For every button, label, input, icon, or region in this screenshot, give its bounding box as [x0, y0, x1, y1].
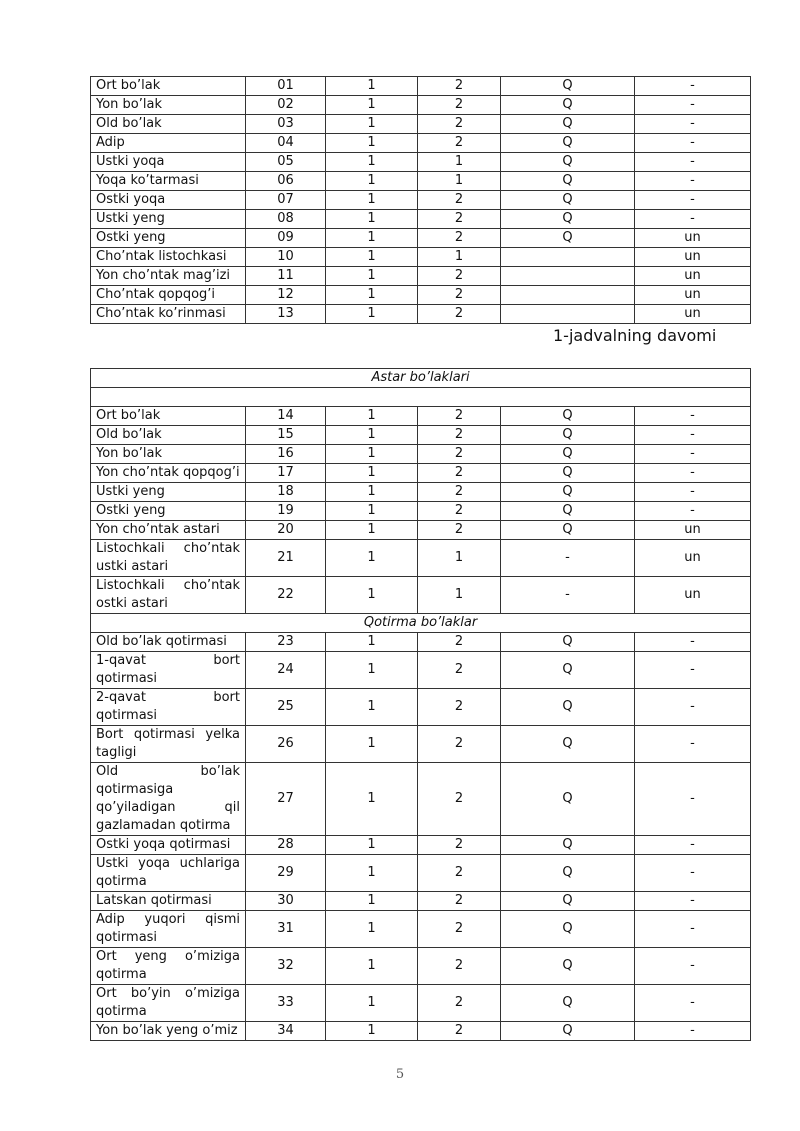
code-cell: 09	[246, 229, 326, 248]
table-row	[91, 305, 751, 324]
part-name-cell: Yon bo’lak	[91, 96, 246, 115]
table-row	[91, 445, 751, 464]
note-cell: -	[635, 855, 751, 892]
code-cell: 08	[246, 210, 326, 229]
part-name-cell: Ustki yoqa uchlariga qotirma	[91, 855, 246, 892]
note-cell: -	[635, 502, 751, 521]
part-name-cell: Cho’ntak ko’rinmasi	[91, 305, 246, 324]
table-row	[91, 985, 751, 1022]
count-cell: 1	[326, 229, 418, 248]
code-cell: 25	[246, 689, 326, 726]
mark-cell: Q	[501, 407, 635, 426]
mark-cell: Q	[501, 464, 635, 483]
note-cell: -	[635, 96, 751, 115]
qty-cell: 1	[418, 540, 501, 577]
mark-cell: Q	[501, 985, 635, 1022]
qty-cell: 2	[418, 77, 501, 96]
code-cell: 12	[246, 286, 326, 305]
mark-cell: -	[501, 577, 635, 614]
qty-cell: 1	[418, 577, 501, 614]
table-row	[91, 229, 751, 248]
count-cell: 1	[326, 134, 418, 153]
qty-cell: 2	[418, 305, 501, 324]
qty-cell: 2	[418, 633, 501, 652]
table-row	[91, 115, 751, 134]
note-cell: -	[635, 1022, 751, 1041]
note-cell: un	[635, 229, 751, 248]
table-continuation-caption: 1-jadvalning davomi	[553, 326, 717, 345]
code-cell: 01	[246, 77, 326, 96]
note-cell: -	[635, 726, 751, 763]
qty-cell: 2	[418, 948, 501, 985]
table-row	[91, 763, 751, 836]
table-row	[91, 191, 751, 210]
part-name-cell: Ustki yeng	[91, 210, 246, 229]
note-cell: -	[635, 77, 751, 96]
part-name-cell: Ustki yeng	[91, 483, 246, 502]
mark-cell: Q	[501, 426, 635, 445]
table-row	[91, 483, 751, 502]
table-row	[91, 948, 751, 985]
note-cell: -	[635, 115, 751, 134]
count-cell: 1	[326, 210, 418, 229]
note-cell: -	[635, 464, 751, 483]
code-cell: 02	[246, 96, 326, 115]
code-cell: 31	[246, 911, 326, 948]
code-cell: 26	[246, 726, 326, 763]
note-cell: -	[635, 172, 751, 191]
mark-cell: Q	[501, 836, 635, 855]
code-cell: 17	[246, 464, 326, 483]
table-row	[91, 153, 751, 172]
table-row	[91, 210, 751, 229]
code-cell: 27	[246, 763, 326, 836]
qty-cell: 2	[418, 286, 501, 305]
part-name-cell: Adip	[91, 134, 246, 153]
qty-cell: 2	[418, 115, 501, 134]
count-cell: 1	[326, 836, 418, 855]
mark-cell: Q	[501, 483, 635, 502]
qty-cell: 1	[418, 172, 501, 191]
qty-cell: 2	[418, 763, 501, 836]
count-cell: 1	[326, 652, 418, 689]
note-cell: -	[635, 892, 751, 911]
count-cell: 1	[326, 153, 418, 172]
note-cell: -	[635, 407, 751, 426]
note-cell: -	[635, 445, 751, 464]
section-header-row	[91, 369, 751, 388]
part-name-cell: Ostki yeng	[91, 229, 246, 248]
table-row	[91, 911, 751, 948]
table-row	[91, 248, 751, 267]
spacer-row	[91, 388, 751, 407]
table-row	[91, 836, 751, 855]
table-row	[91, 855, 751, 892]
table-row	[91, 96, 751, 115]
count-cell: 1	[326, 577, 418, 614]
note-cell: -	[635, 689, 751, 726]
note-cell: un	[635, 267, 751, 286]
count-cell: 1	[326, 892, 418, 911]
qty-cell: 2	[418, 521, 501, 540]
count-cell: 1	[326, 1022, 418, 1041]
code-cell: 33	[246, 985, 326, 1022]
part-name-cell: Ort bo’yin o’miziga qotirma	[91, 985, 246, 1022]
note-cell: -	[635, 483, 751, 502]
mark-cell: Q	[501, 502, 635, 521]
part-name-cell: Old bo’lak qotirmasiga qo’yiladigan qil gazlamadan qotirma	[91, 763, 246, 836]
mark-cell: Q	[501, 210, 635, 229]
code-cell: 13	[246, 305, 326, 324]
part-name-cell: Latskan qotirmasi	[91, 892, 246, 911]
note-cell: -	[635, 134, 751, 153]
table-row	[91, 77, 751, 96]
table-row	[91, 426, 751, 445]
part-name-cell: 2-qavat bort qotirmasi	[91, 689, 246, 726]
count-cell: 1	[326, 726, 418, 763]
mark-cell: Q	[501, 77, 635, 96]
part-name-cell: Old bo’lak	[91, 426, 246, 445]
mark-cell: Q	[501, 892, 635, 911]
mark-cell: Q	[501, 229, 635, 248]
mark-cell: Q	[501, 521, 635, 540]
part-name-cell: Ort bo’lak	[91, 407, 246, 426]
qty-cell: 1	[418, 248, 501, 267]
section-title-astar: Astar bo’laklari	[91, 369, 751, 388]
spacer-cell	[91, 388, 751, 407]
table-row	[91, 134, 751, 153]
table-row	[91, 633, 751, 652]
part-name-cell: Bort qotirmasi yelka tagligi	[91, 726, 246, 763]
qty-cell: 2	[418, 855, 501, 892]
code-cell: 14	[246, 407, 326, 426]
count-cell: 1	[326, 248, 418, 267]
note-cell: -	[635, 426, 751, 445]
code-cell: 15	[246, 426, 326, 445]
code-cell: 10	[246, 248, 326, 267]
qty-cell: 2	[418, 502, 501, 521]
code-cell: 07	[246, 191, 326, 210]
note-cell: -	[635, 191, 751, 210]
qty-cell: 2	[418, 652, 501, 689]
code-cell: 11	[246, 267, 326, 286]
part-name-cell: Listochkali cho’ntak ostki astari	[91, 577, 246, 614]
mark-cell	[501, 248, 635, 267]
mark-cell: Q	[501, 1022, 635, 1041]
table-row	[91, 267, 751, 286]
count-cell: 1	[326, 502, 418, 521]
mark-cell	[501, 267, 635, 286]
count-cell: 1	[326, 483, 418, 502]
count-cell: 1	[326, 689, 418, 726]
qty-cell: 2	[418, 210, 501, 229]
count-cell: 1	[326, 172, 418, 191]
count-cell: 1	[326, 763, 418, 836]
table-row	[91, 464, 751, 483]
code-cell: 22	[246, 577, 326, 614]
code-cell: 24	[246, 652, 326, 689]
table-row	[91, 892, 751, 911]
code-cell: 21	[246, 540, 326, 577]
qty-cell: 2	[418, 229, 501, 248]
count-cell: 1	[326, 115, 418, 134]
table-row	[91, 1022, 751, 1041]
note-cell: un	[635, 305, 751, 324]
qty-cell: 2	[418, 464, 501, 483]
part-name-cell: Yon cho’ntak mag’izi	[91, 267, 246, 286]
part-name-cell: Listochkali cho’ntak ustki astari	[91, 540, 246, 577]
qty-cell: 2	[418, 892, 501, 911]
count-cell: 1	[326, 305, 418, 324]
mark-cell: Q	[501, 134, 635, 153]
note-cell: -	[635, 948, 751, 985]
mark-cell: -	[501, 540, 635, 577]
count-cell: 1	[326, 267, 418, 286]
note-cell: un	[635, 577, 751, 614]
table-row	[91, 502, 751, 521]
code-cell: 28	[246, 836, 326, 855]
part-name-cell: 1-qavat bort qotirmasi	[91, 652, 246, 689]
note-cell: un	[635, 286, 751, 305]
table-row	[91, 407, 751, 426]
count-cell: 1	[326, 855, 418, 892]
mark-cell: Q	[501, 115, 635, 134]
part-name-cell: Old bo’lak qotirmasi	[91, 633, 246, 652]
part-name-cell: Old bo’lak	[91, 115, 246, 134]
mark-cell	[501, 305, 635, 324]
part-name-cell: Cho’ntak qopqog’i	[91, 286, 246, 305]
code-cell: 34	[246, 1022, 326, 1041]
qty-cell: 2	[418, 1022, 501, 1041]
note-cell: -	[635, 652, 751, 689]
part-name-cell: Adip yuqori qismi qotirmasi	[91, 911, 246, 948]
qty-cell: 2	[418, 985, 501, 1022]
part-name-cell: Yoqa ko’tarmasi	[91, 172, 246, 191]
mark-cell: Q	[501, 948, 635, 985]
part-name-cell: Yon bo’lak yeng o’miz	[91, 1022, 246, 1041]
code-cell: 23	[246, 633, 326, 652]
count-cell: 1	[326, 96, 418, 115]
part-name-cell: Yon bo’lak	[91, 445, 246, 464]
qty-cell: 1	[418, 153, 501, 172]
mark-cell: Q	[501, 911, 635, 948]
part-name-cell: Ort bo’lak	[91, 77, 246, 96]
section-title-qotirma: Qotirma bo’laklar	[91, 614, 751, 633]
qty-cell: 2	[418, 191, 501, 210]
mark-cell: Q	[501, 689, 635, 726]
count-cell: 1	[326, 540, 418, 577]
part-name-cell: Ostki yeng	[91, 502, 246, 521]
table-row	[91, 172, 751, 191]
part-name-cell: Ostki yoqa qotirmasi	[91, 836, 246, 855]
table-row	[91, 286, 751, 305]
count-cell: 1	[326, 407, 418, 426]
code-cell: 18	[246, 483, 326, 502]
note-cell: -	[635, 210, 751, 229]
table-row	[91, 521, 751, 540]
count-cell: 1	[326, 948, 418, 985]
note-cell: -	[635, 763, 751, 836]
qty-cell: 2	[418, 96, 501, 115]
count-cell: 1	[326, 633, 418, 652]
part-name-cell: Yon cho’ntak astari	[91, 521, 246, 540]
mark-cell: Q	[501, 633, 635, 652]
note-cell: un	[635, 248, 751, 267]
code-cell: 32	[246, 948, 326, 985]
qty-cell: 2	[418, 836, 501, 855]
mark-cell: Q	[501, 191, 635, 210]
table-row	[91, 540, 751, 577]
note-cell: -	[635, 836, 751, 855]
note-cell: un	[635, 521, 751, 540]
count-cell: 1	[326, 445, 418, 464]
note-cell: un	[635, 540, 751, 577]
code-cell: 20	[246, 521, 326, 540]
count-cell: 1	[326, 286, 418, 305]
code-cell: 16	[246, 445, 326, 464]
qty-cell: 2	[418, 426, 501, 445]
page-number: 5	[395, 1067, 405, 1082]
part-name-cell: Ort yeng o’miziga qotirma	[91, 948, 246, 985]
part-name-cell: Cho’ntak listochkasi	[91, 248, 246, 267]
table-row	[91, 689, 751, 726]
mark-cell: Q	[501, 652, 635, 689]
code-cell: 03	[246, 115, 326, 134]
qty-cell: 2	[418, 726, 501, 763]
table-row	[91, 652, 751, 689]
code-cell: 05	[246, 153, 326, 172]
parts-table-continuation	[90, 368, 751, 1041]
qty-cell: 2	[418, 689, 501, 726]
mark-cell: Q	[501, 153, 635, 172]
code-cell: 30	[246, 892, 326, 911]
parts-table-main	[90, 76, 751, 324]
part-name-cell: Yon cho’ntak qopqog’i	[91, 464, 246, 483]
count-cell: 1	[326, 426, 418, 445]
note-cell: -	[635, 633, 751, 652]
count-cell: 1	[326, 464, 418, 483]
note-cell: -	[635, 153, 751, 172]
note-cell: -	[635, 911, 751, 948]
part-name-cell: Ostki yoqa	[91, 191, 246, 210]
count-cell: 1	[326, 911, 418, 948]
qty-cell: 2	[418, 483, 501, 502]
code-cell: 29	[246, 855, 326, 892]
mark-cell: Q	[501, 763, 635, 836]
qty-cell: 2	[418, 911, 501, 948]
count-cell: 1	[326, 985, 418, 1022]
count-cell: 1	[326, 191, 418, 210]
mark-cell	[501, 286, 635, 305]
mark-cell: Q	[501, 172, 635, 191]
part-name-cell: Ustki yoqa	[91, 153, 246, 172]
qty-cell: 2	[418, 445, 501, 464]
mark-cell: Q	[501, 855, 635, 892]
table-row	[91, 577, 751, 614]
mark-cell: Q	[501, 726, 635, 763]
table-row	[91, 726, 751, 763]
code-cell: 19	[246, 502, 326, 521]
count-cell: 1	[326, 521, 418, 540]
mark-cell: Q	[501, 445, 635, 464]
note-cell: -	[635, 985, 751, 1022]
qty-cell: 2	[418, 134, 501, 153]
mark-cell: Q	[501, 96, 635, 115]
code-cell: 06	[246, 172, 326, 191]
code-cell: 04	[246, 134, 326, 153]
qty-cell: 2	[418, 407, 501, 426]
count-cell: 1	[326, 77, 418, 96]
section-header-row	[91, 614, 751, 633]
qty-cell: 2	[418, 267, 501, 286]
